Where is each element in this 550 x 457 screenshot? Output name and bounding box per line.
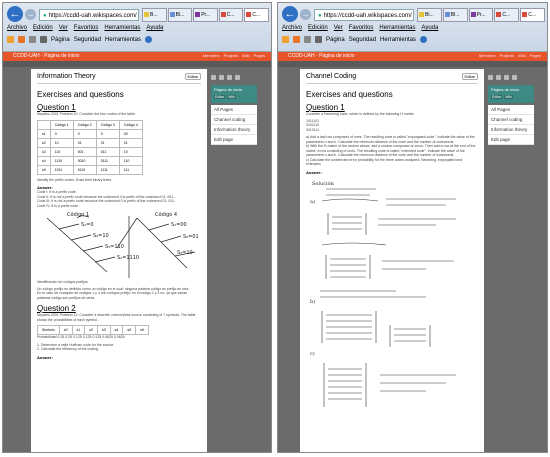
header-link[interactable]: Wiki	[518, 53, 526, 58]
table-cell: s3	[97, 326, 110, 335]
identify-text: Identify the prefix codes. Draw their binary trees.	[37, 177, 113, 182]
codes-table	[37, 120, 143, 175]
home-icon[interactable]	[7, 36, 14, 43]
section-heading: Exercises and questions	[37, 90, 124, 99]
table-cell: 01	[119, 138, 142, 147]
page-content	[31, 69, 207, 452]
edit-button[interactable]: Editar	[462, 73, 478, 80]
table-cell: Símbolo	[38, 326, 60, 335]
table-cell: 10	[119, 147, 142, 156]
table-cell: 00	[119, 129, 142, 138]
table-cell: 0110	[73, 165, 96, 174]
table-cell: Código 1	[50, 120, 73, 129]
menu-edicion[interactable]: Edición	[308, 25, 328, 31]
svg-text:S₃=10: S₃=10	[177, 250, 193, 256]
browser-tab[interactable]	[193, 8, 218, 22]
table-cell: s4	[110, 326, 123, 335]
svg-text:S₁=0: S₁=0	[81, 222, 94, 228]
probability-table	[37, 325, 149, 335]
favicon-icon	[522, 12, 527, 17]
table-cell: Código 3	[96, 120, 119, 129]
table-cell: Código 4	[119, 120, 142, 129]
sidebar-title: Página de inicio	[491, 87, 520, 92]
browser-tab[interactable]	[443, 8, 468, 22]
rss-icon[interactable]	[293, 36, 300, 43]
back-button[interactable]: ←	[7, 6, 23, 22]
header-link[interactable]: Projects	[499, 53, 515, 58]
svg-text:S₂=01: S₂=01	[183, 234, 199, 240]
handwritten-trees-image	[37, 208, 201, 280]
sidebar	[488, 85, 534, 452]
table-cell: 1110	[50, 156, 73, 165]
handwritten-label: a)	[310, 198, 315, 205]
edit-icon[interactable]	[219, 75, 224, 80]
sidebar-wiki-button[interactable]: Wiki	[505, 95, 512, 99]
task-item: 2. Calculate the efficiency of the coding.	[37, 347, 99, 351]
page-area	[278, 67, 547, 452]
favicon-icon	[170, 12, 175, 17]
table-cell: 110	[119, 156, 142, 165]
search-icon[interactable]	[488, 75, 493, 80]
header-link[interactable]: Wiki	[242, 53, 250, 58]
menu-ver[interactable]: Ver	[58, 25, 68, 31]
favicon-icon	[471, 12, 476, 17]
tab-label: Bl...	[175, 12, 185, 18]
answer-line: Code III: It is not a prefix code because the codeword 0 is prefix of the codeword 01, 011...	[37, 199, 177, 203]
task-item: 1. Determine a valid Huffman code for the source.	[37, 342, 115, 347]
edit-icon[interactable]	[496, 75, 501, 80]
table-cell: 1111	[96, 165, 119, 174]
table-cell: s4	[38, 156, 51, 165]
browser-tab-active[interactable]	[520, 8, 545, 22]
table-cell: s5	[38, 165, 51, 174]
question-1-heading: Question 1	[37, 103, 76, 112]
svg-text:S₃=110: S₃=110	[105, 244, 124, 250]
sidebar	[211, 85, 257, 452]
tab-label: C...	[226, 12, 235, 18]
section-heading: Exercises and questions	[306, 90, 393, 99]
handwritten-label: c)	[310, 350, 315, 357]
address-bar[interactable]	[39, 9, 139, 21]
header-link[interactable]: Members	[478, 53, 496, 58]
site-name[interactable]: CCDD-UAH · Página de inicio	[288, 53, 355, 59]
mail-icon[interactable]	[304, 36, 311, 43]
tree-note: En el caso de cualquier de códigos 1 y 4 son códigos prefijo; en el código 2 y 3 no, ya que varias palabras código son prefijos de otras.	[37, 291, 188, 300]
favicon-icon	[445, 12, 450, 17]
table-cell: 0010	[73, 156, 96, 165]
table-cell: s6	[136, 326, 149, 335]
matrix-row: 1011101	[306, 118, 320, 123]
menu-archivo[interactable]: Archivo	[7, 25, 28, 31]
menu-herramientas[interactable]: Herramientas	[104, 25, 141, 31]
forward-button[interactable]: →	[301, 10, 310, 19]
table-cell: 110	[50, 147, 73, 156]
print-icon[interactable]	[315, 36, 322, 43]
history-icon[interactable]	[504, 75, 509, 80]
question-1-heading: Question 1	[306, 103, 345, 112]
tools-menu[interactable]: Herramientas	[105, 36, 142, 43]
menu-favoritos[interactable]: Favoritos	[348, 25, 374, 31]
browser-tab[interactable]	[494, 8, 519, 22]
browser-window-right	[277, 2, 548, 453]
security-menu[interactable]: Seguridad	[348, 36, 377, 43]
table-cell: 111	[119, 165, 142, 174]
url-text: https://ccdd-uah.wikispaces.com/	[48, 13, 137, 19]
gear-icon[interactable]	[235, 75, 240, 80]
header-link[interactable]: Pages	[253, 53, 265, 58]
browser-tab[interactable]	[219, 8, 244, 22]
browser-tab-active[interactable]	[244, 8, 269, 22]
sidebar-toolbar	[488, 75, 517, 80]
probabilities-row: Probabilidad 0.25 0.25 0.125 0.125 0.125 0.0625 0.0625	[37, 335, 125, 339]
sidebar-item-channel-coding[interactable]: Channel coding	[488, 115, 534, 125]
browser-chrome	[278, 3, 547, 52]
browser-tab[interactable]	[469, 8, 494, 22]
table-cell: 011	[96, 147, 119, 156]
answer-line: Code II: It is not a prefix code because the codeword 0 is prefix of the codeword 01, 001...	[37, 194, 177, 199]
sidebar-item-information-theory[interactable]: Information theory	[211, 125, 257, 135]
sidebar-wiki-button[interactable]: Wiki	[228, 95, 235, 99]
sidebar-edit-button[interactable]: Editar	[492, 95, 502, 99]
table-cell: s0	[59, 326, 72, 335]
tree-note: Un código prefijo es definido como un código en el cual, ninguna palabra código es prefijo de otra.	[37, 286, 190, 291]
edit-button[interactable]: Editar	[185, 73, 201, 80]
favicon-icon	[419, 12, 424, 17]
command-bar	[282, 36, 427, 43]
table-cell: 0	[96, 129, 119, 138]
header-link[interactable]: Projects	[223, 53, 239, 58]
menu-bar	[7, 25, 163, 31]
site-header	[278, 52, 547, 61]
header-link[interactable]: Pages	[529, 53, 541, 58]
site-header	[3, 52, 271, 61]
favicon-icon	[144, 12, 149, 17]
question-2-heading: Question 2	[37, 304, 76, 313]
table-cell: s5	[123, 326, 136, 335]
tab-label: Bl...	[450, 12, 460, 18]
sidebar-item-edit-page[interactable]: Edit page	[488, 135, 534, 145]
browser-chrome	[3, 3, 271, 52]
svg-text:S₄=1110: S₄=1110	[117, 255, 140, 261]
sidebar-item-edit-page[interactable]: Edit page	[211, 135, 257, 145]
tab-label: B...	[150, 12, 158, 18]
menu-bar	[282, 25, 438, 31]
question-1-text: Nepales 2001 Problem 10. Consider the four codes of the table.	[37, 112, 136, 116]
table-cell: 0111	[96, 156, 119, 165]
table-cell: 01	[73, 138, 96, 147]
question-1-text: Consider a Hamming code, which is defined by the following H matrix:	[306, 112, 415, 116]
svg-text:Código 1: Código 1	[67, 212, 90, 218]
answer-label: Answer:	[37, 185, 53, 190]
command-bar	[7, 36, 152, 43]
tab-strip	[417, 8, 545, 22]
table-cell: s1	[38, 129, 51, 138]
handwritten-solution-image	[306, 175, 478, 415]
rss-icon[interactable]	[18, 36, 25, 43]
favicon-icon	[246, 12, 251, 17]
list-item: c) Calculate the undetected error probability for the three codes analyzed: Hamming, expurgated and extended.	[306, 157, 463, 166]
browser-window-left	[2, 2, 272, 453]
page-area	[3, 67, 271, 452]
browser-tab[interactable]	[142, 8, 167, 22]
page-menu[interactable]: Página	[326, 36, 345, 43]
gear-icon[interactable]	[512, 75, 517, 80]
sidebar-title: Página de inicio	[214, 87, 243, 92]
menu-herramientas[interactable]: Herramientas	[379, 25, 416, 31]
page-menu[interactable]: Página	[51, 36, 70, 43]
menu-favoritos[interactable]: Favoritos	[73, 25, 99, 31]
sidebar-toolbar	[211, 75, 240, 80]
menu-ver[interactable]: Ver	[333, 25, 343, 31]
site-name[interactable]: CCDD-UAH · Página de inicio	[13, 53, 80, 59]
mail-icon[interactable]	[29, 36, 36, 43]
help-icon[interactable]	[420, 36, 427, 43]
menu-archivo[interactable]: Archivo	[282, 25, 303, 31]
lock-icon: ●	[43, 13, 47, 19]
print-icon[interactable]	[40, 36, 47, 43]
favicon-icon	[496, 12, 501, 17]
table-cell	[38, 120, 51, 129]
answer-label: Answer:	[306, 169, 322, 175]
help-icon[interactable]	[145, 36, 152, 43]
sidebar-header	[211, 85, 257, 103]
tab-strip	[142, 8, 269, 22]
table-cell: s2	[38, 138, 51, 147]
sidebar-item-all-pages[interactable]: All Pages	[211, 105, 257, 115]
handwritten-label: b)	[310, 298, 316, 305]
tab-label: Pr...	[201, 12, 211, 18]
svg-text:Código 4: Código 4	[155, 212, 178, 218]
sidebar-nav	[488, 105, 534, 145]
tab-label: Bi...	[425, 12, 434, 18]
svg-text:S₁=00: S₁=00	[171, 222, 187, 228]
browser-tab[interactable]	[417, 8, 442, 22]
table-cell: 1011	[50, 165, 73, 174]
favicon-icon	[221, 12, 226, 17]
header-link[interactable]: Members	[202, 53, 220, 58]
forward-button[interactable]: →	[26, 10, 35, 19]
page-content	[300, 69, 484, 452]
tab-label: C...	[528, 12, 536, 18]
answer-label: Answer:	[37, 354, 53, 360]
handwritten-label: Solución	[312, 180, 334, 187]
table-cell: 0	[73, 129, 96, 138]
sidebar-nav	[211, 105, 257, 145]
answer-line: Code IV: It is a prefix code.	[37, 203, 79, 208]
back-button[interactable]: ←	[282, 6, 298, 22]
tools-menu[interactable]: Herramientas	[380, 36, 417, 43]
matrix-row: 0010111	[306, 127, 320, 132]
table-cell: 001	[73, 147, 96, 156]
answer-line: Code I: It is a prefix code.	[37, 190, 77, 194]
page-title: Information Theory	[37, 73, 96, 80]
sidebar-item-information-theory[interactable]: Information theory	[488, 125, 534, 135]
security-menu[interactable]: Seguridad	[73, 36, 102, 43]
question-2-text: Nepales 2001 Problem 12. Consider a discrete, memoryless source consisting of 7 symbols. The table shows the probabilities of each symbol.	[37, 313, 196, 322]
list-item: a) Add a last row composed of ones. The resulting code is called "expurgated code". Indicate the value of the parameters n and k. Calculate the minimum distance of the code and the number of codewords.	[306, 135, 475, 144]
table-cell: Código 2	[73, 120, 96, 129]
browser-tab[interactable]	[168, 8, 193, 22]
home-icon[interactable]	[282, 36, 289, 43]
matrix-row: 0101110	[306, 123, 320, 127]
lock-icon: ●	[318, 13, 322, 19]
sidebar-header	[488, 85, 534, 103]
tab-label: C...	[252, 12, 261, 18]
history-icon[interactable]	[227, 75, 232, 80]
svg-text:S₂=10: S₂=10	[93, 233, 109, 239]
menu-ayuda[interactable]: Ayuda	[421, 25, 439, 31]
search-icon[interactable]	[211, 75, 216, 80]
tab-label: Pr...	[476, 12, 486, 18]
sidebar-item-channel-coding[interactable]: Channel coding	[211, 115, 257, 125]
tree-caption: Identificación de códigos prefijos	[37, 280, 88, 284]
url-text: https://ccdd-uah.wikispaces.com/	[323, 13, 412, 19]
table-cell: 0	[50, 129, 73, 138]
tab-label: C...	[502, 12, 511, 18]
menu-ayuda[interactable]: Ayuda	[146, 25, 164, 31]
table-cell: s2	[85, 326, 98, 335]
sidebar-item-all-pages[interactable]: All Pages	[488, 105, 534, 115]
table-cell: 10	[50, 138, 73, 147]
address-bar[interactable]	[314, 9, 414, 21]
table-cell: 01	[96, 138, 119, 147]
sidebar-edit-button[interactable]: Editar	[215, 95, 225, 99]
list-item: b) With the H-matrix of the section above, add a column composed of zeros. Then add a row at the end of the matrix, a row consisting of ones. The resulting code is called "extended code". Indicate the value of the parameters n and k. Calculate the minimum distance of the code and the number of codewords.	[306, 144, 476, 157]
menu-edicion[interactable]: Edición	[33, 25, 53, 31]
table-cell: s1	[72, 326, 85, 335]
favicon-icon	[195, 12, 200, 17]
table-cell: s3	[38, 147, 51, 156]
page-title: Channel Coding	[306, 73, 357, 80]
